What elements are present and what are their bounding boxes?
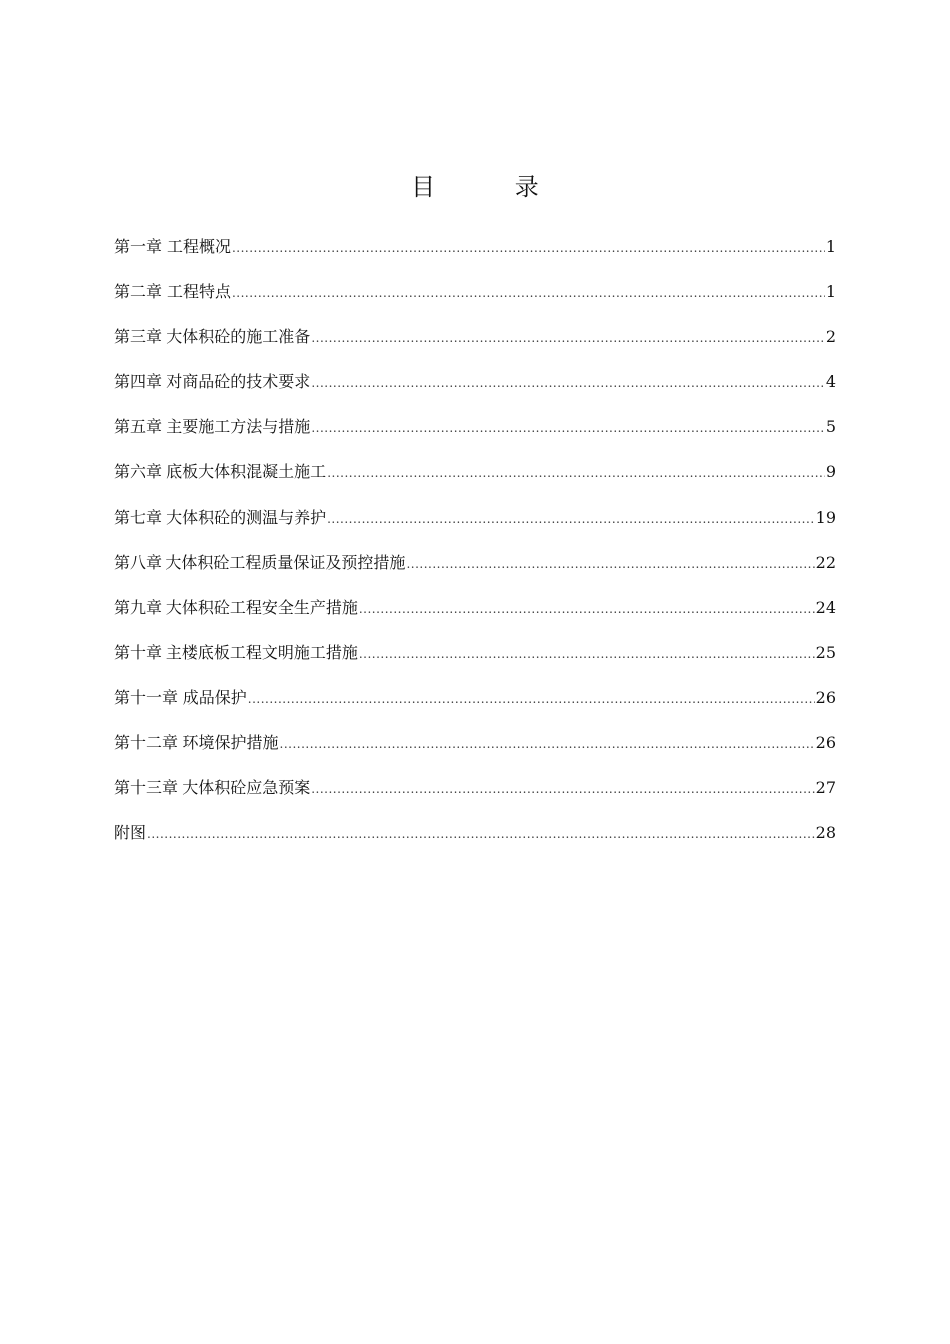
toc-entry[interactable] — [114, 503, 836, 548]
toc-chapter-label: 第九章 — [114, 597, 163, 617]
toc-entry[interactable] — [114, 773, 836, 818]
toc-dot-leader — [311, 774, 814, 804]
toc-chapter-label: 第二章 — [114, 282, 163, 302]
toc-entry[interactable] — [114, 412, 836, 457]
toc-entry-text: 主楼底板工程文明施工措施 — [165, 642, 358, 662]
toc-chapter-label: 第十一章 — [114, 687, 179, 707]
toc-chapter-label: 第七章 — [114, 507, 163, 527]
toc-entry-text: 主要施工方法与措施 — [166, 417, 311, 437]
toc-entry[interactable] — [114, 232, 836, 277]
toc-entry-text: 大体积砼工程安全生产措施 — [165, 597, 358, 617]
toc-dot-leader — [248, 684, 815, 714]
toc-dot-leader — [359, 594, 815, 624]
toc-dot-leader — [327, 458, 825, 488]
toc-dot-leader — [311, 413, 825, 443]
toc-dot-leader — [359, 639, 815, 669]
toc-chapter-label: 第六章 — [114, 462, 163, 482]
toc-entry[interactable] — [114, 457, 836, 502]
toc-entry-text: 附图 — [114, 823, 147, 843]
toc-page-number: 24 — [815, 597, 836, 617]
toc-entry-text: 环境保护措施 — [182, 733, 279, 753]
toc-title: 目 录 — [411, 173, 575, 201]
toc-dot-leader — [280, 729, 815, 759]
toc-chapter-label: 第一章 — [114, 237, 163, 256]
toc-entry-text: 工程概况 — [166, 237, 231, 256]
toc-dot-leader — [406, 549, 814, 579]
toc-list — [114, 232, 836, 863]
toc-entry[interactable] — [114, 277, 836, 322]
toc-entry-text: 成品保护 — [182, 687, 247, 707]
toc-dot-leader — [232, 278, 825, 308]
toc-entry-text: 对商品砼的技术要求 — [166, 372, 311, 392]
toc-chapter-label: 第十二章 — [114, 733, 179, 753]
toc-page-number: 1 — [825, 237, 836, 256]
toc-entry-text: 大体积砼应急预案 — [182, 778, 311, 798]
toc-chapter-label: 第十章 — [114, 642, 163, 662]
toc-chapter-label: 第五章 — [114, 417, 163, 437]
toc-page-number: 9 — [825, 462, 836, 482]
toc-page-number: 28 — [815, 823, 836, 843]
toc-page-number: 1 — [825, 282, 836, 302]
toc-page-number: 5 — [825, 417, 836, 437]
toc-dot-leader — [311, 323, 825, 353]
toc-entry[interactable] — [114, 322, 836, 367]
toc-page-number: 26 — [815, 733, 836, 753]
toc-entry[interactable] — [114, 818, 836, 863]
toc-chapter-label: 第三章 — [114, 327, 163, 347]
toc-entry[interactable] — [114, 683, 836, 728]
toc-entry[interactable] — [114, 638, 836, 683]
toc-entry-text: 大体积砼工程质量保证及预控措施 — [165, 552, 406, 572]
toc-dot-leader — [327, 504, 815, 534]
toc-entry-text: 大体积砼的施工准备 — [166, 327, 311, 347]
toc-page-number: 26 — [815, 687, 836, 707]
toc-page-number: 4 — [825, 372, 836, 392]
toc-entry[interactable] — [114, 548, 836, 593]
toc-chapter-label: 第八章 — [114, 552, 163, 572]
toc-page-number: 22 — [815, 552, 836, 572]
toc-page-number: 25 — [815, 642, 836, 662]
toc-dot-leader — [147, 819, 815, 849]
toc-chapter-label: 第十三章 — [114, 778, 179, 798]
toc-page-number: 2 — [825, 327, 836, 347]
toc-dot-leader — [232, 233, 825, 263]
toc-entry-text: 工程特点 — [166, 282, 231, 302]
toc-entry-text: 大体积砼的测温与养护 — [166, 507, 327, 527]
toc-entry[interactable] — [114, 367, 836, 412]
toc-entry[interactable] — [114, 728, 836, 773]
toc-entry[interactable] — [114, 593, 836, 638]
toc-page-number: 27 — [815, 778, 836, 798]
toc-entry-text: 底板大体积混凝土施工 — [166, 462, 327, 482]
toc-chapter-label: 第四章 — [114, 372, 163, 392]
toc-page-number: 19 — [815, 507, 836, 527]
toc-dot-leader — [311, 368, 825, 398]
